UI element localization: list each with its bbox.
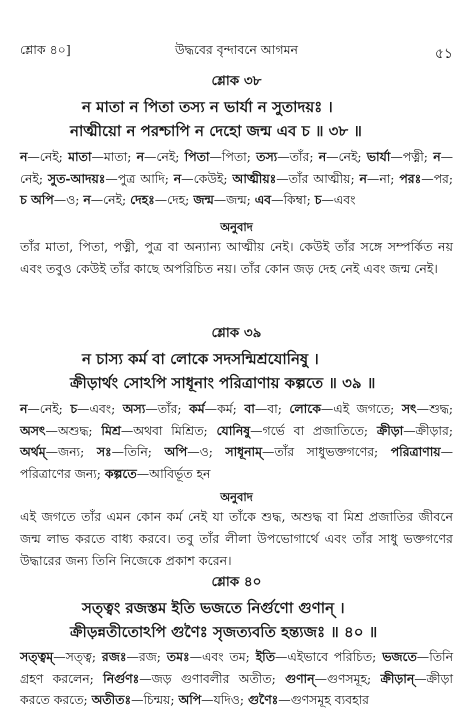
synonym-word: ন	[433, 149, 441, 164]
synonym-meaning: —পত্নী;	[390, 149, 434, 164]
synonym-word: ক্রীড়ান্	[380, 670, 415, 686]
synonym-meaning: —অশুদ্ধ;	[45, 422, 102, 438]
synonym-meaning: —জন্ম;	[213, 192, 255, 207]
synonym-meaning: —নেই;	[20, 149, 453, 186]
synonym-word: কল্পতে	[104, 465, 137, 481]
synonym-word: পরিত্রাণায়	[390, 444, 441, 459]
verse-line: ক্রীড়ার্থং সোঽপি সাধূনাং পরিত্রাণায় কল্পতে ॥ ৩৯ ॥	[70, 374, 376, 392]
synonyms	[20, 146, 453, 211]
translation: তাঁর মাতা, পিতা, পত্নী, পুত্র বা অন্যান্য আত্মীয় নেই। কেউই তাঁর সঙ্গে সম্পর্কিত নয় এবং তবুও কেউই তাঁর কাছে অপরিচিত নয়। তাঁর কোন জড় দেহ নেই এবং জন্ম নেই।	[20, 239, 453, 276]
synonym-word: সাধূনাম্	[225, 444, 262, 459]
synonyms	[20, 646, 453, 711]
synonym-meaning: —মাতা;	[91, 149, 137, 164]
synonym-meaning: —তাঁর আত্মীয়;	[276, 170, 360, 186]
synonym-meaning: —কিম্বা;	[271, 192, 315, 207]
synonym-meaning: —গর্ভে বা প্রজাতিতে;	[250, 422, 377, 438]
synonym-word: অস্য	[122, 401, 146, 416]
synonym-meaning: —নেই;	[27, 401, 71, 416]
verse-line: ন মাতা ন পিতা তস্য ন ভার্যা ন সুতাদয়ঃ ।	[82, 98, 333, 116]
verse-39	[20, 322, 453, 345]
verse-38-text	[20, 95, 453, 143]
synonym-meaning: —কেউই;	[181, 170, 233, 186]
synonym-word: অপি	[178, 692, 202, 707]
synonym-meaning: —ক্রীড়া করতে করতে;	[20, 670, 453, 707]
synonym-word: সত্ত্বম্	[20, 649, 54, 664]
synonym-word: ন	[83, 192, 91, 207]
verse-heading: শ্লোক ৪০	[211, 574, 262, 590]
synonym-meaning: —কর্ম;	[204, 401, 245, 416]
synonym-meaning: —দেহ;	[154, 192, 194, 207]
verse-line: নাত্মীয়ো ন পরশ্চাপি ন দেহো জন্ম এব চ ॥ ৩৮ ॥	[70, 122, 362, 140]
verse-heading: শ্লোক ৩৯	[211, 325, 262, 341]
header-chapter-title: উদ্ধবের বৃন্দাবনে আগমন	[175, 42, 298, 57]
synonym-meaning: —নেই;	[326, 149, 367, 164]
synonym-meaning: —এবং;	[77, 401, 123, 416]
verse-line: ক্রীড়ন্নতীতোঽপি গুণৈঃ সৃজত্যবতি হন্ত্যজঃ ॥ ৪০ ॥	[70, 623, 378, 641]
synonym-meaning: —যদিও;	[201, 692, 248, 707]
synonym-meaning: —ও;	[53, 192, 84, 207]
verse-40	[20, 571, 453, 594]
synonym-word: ক্রীড়া	[376, 422, 404, 438]
synonym-word: তস্য	[256, 149, 278, 164]
synonym-word: ন	[20, 149, 28, 164]
translation-heading: অনুবাদ	[220, 490, 253, 504]
synonym-meaning: —ক্রীড়ার;	[403, 422, 453, 438]
verse-line: ন চাস্য কর্ম বা লোকে সদসন্মিশ্রযোনিষু ।	[82, 350, 319, 368]
synonym-meaning: —বা;	[254, 401, 290, 416]
synonym-word: সৎ	[401, 401, 417, 416]
synonym-word: লোকে	[289, 401, 321, 416]
synonym-meaning: —গুণসমূহ ব্যবহার	[278, 692, 369, 707]
page-header	[20, 42, 453, 60]
synonym-meaning: —না;	[366, 170, 400, 186]
synonym-word: নির্গুণঃ	[103, 670, 140, 686]
synonym-meaning: —তাঁর সাধুভক্তগণের;	[262, 444, 391, 459]
header-page-number: ৫১	[434, 46, 453, 62]
synonym-word: মিশ্র	[101, 422, 121, 438]
translation-heading: অনুবাদ	[220, 220, 253, 234]
synonym-word: ন	[173, 170, 182, 186]
synonym-meaning: —এইভাবে পরিচিত;	[275, 649, 383, 664]
synonym-word: চ	[314, 192, 322, 207]
synonym-word: ন	[136, 149, 144, 164]
translation: এই জগতে তাঁর এমন কোন কর্ম নেই যা তাঁকে শুদ্ধ, অশুদ্ধ বা মিশ্র প্রজাতির জীবনে জন্ম লাভ করতে বাধ্য করবে। তবু তাঁর লীলা উপভোগার্থে এবং তাঁর সাধু ভক্তগণের উদ্ধারের জন্য তিনি নিজেকে প্রকাশ করেন।	[20, 509, 453, 568]
synonym-word: গুণৈঃ	[248, 692, 279, 707]
synonym-word: ইতি	[255, 649, 276, 664]
synonym-meaning: —গুণসমূহ;	[314, 670, 381, 686]
synonym-meaning: —তিনি গ্রহণ করলেন;	[20, 649, 453, 686]
synonym-word: ভার্যা	[366, 149, 391, 164]
synonym-meaning: —তাঁর;	[277, 149, 319, 164]
synonym-word: রজঃ	[101, 649, 127, 664]
synonym-word: পিতা	[184, 149, 210, 164]
synonym-meaning: —অথবা মিশ্রিত;	[120, 422, 217, 438]
synonym-meaning: —পরিত্রাণের জন্য;	[20, 444, 453, 481]
verse-40-text	[20, 596, 453, 644]
synonym-word: সুত-আদয়ঃ	[47, 170, 106, 186]
synonym-word: চ অপি	[20, 192, 54, 207]
synonym-word: ন	[359, 170, 367, 186]
synonym-meaning: —শুদ্ধ;	[416, 401, 453, 416]
synonym-word: ন	[318, 149, 327, 164]
synonym-word: সঃ	[96, 444, 112, 459]
synonym-word: ভজতে	[382, 649, 417, 664]
synonym-meaning: —এই জগতে;	[320, 401, 402, 416]
synonym-meaning: —তাঁর;	[145, 401, 190, 416]
synonym-word: অপি	[164, 444, 188, 459]
synonym-word: ন	[20, 401, 28, 416]
synonym-meaning: —আবির্ভূত হন	[136, 465, 211, 481]
synonym-word: অসৎ	[20, 422, 46, 438]
synonym-word: মাতা	[68, 149, 92, 164]
synonym-word: পরঃ	[399, 170, 422, 186]
synonym-word: আত্মীয়ঃ	[232, 170, 277, 186]
synonym-meaning: —রজ;	[126, 649, 167, 664]
synonym-word: অর্থম্	[20, 444, 46, 459]
synonym-word: কর্ম	[189, 401, 205, 416]
synonym-meaning: —চিন্ময়;	[131, 692, 179, 707]
synonym-meaning: —পর;	[421, 170, 453, 186]
synonym-meaning: —তিনি;	[111, 444, 165, 459]
verse-38	[20, 70, 453, 93]
synonym-word: দেহঃ	[130, 192, 155, 207]
synonym-word: যোনিষু	[216, 422, 251, 438]
synonym-meaning: —পুত্র আদি;	[105, 170, 174, 186]
synonym-word: গুণান্	[285, 670, 315, 686]
synonym-meaning: —এবং তম;	[189, 649, 256, 664]
verse-39-text	[20, 347, 453, 395]
header-verse-ref: শ্লোক ৪০]	[20, 42, 71, 57]
synonym-meaning: —সত্ত্ব;	[53, 649, 102, 664]
synonym-word: এব	[254, 192, 272, 207]
synonym-word: অতীতঃ	[91, 692, 132, 707]
synonym-word: তমঃ	[166, 649, 190, 664]
synonym-meaning: —নেই;	[90, 192, 131, 207]
synonyms	[20, 398, 453, 484]
synonym-meaning: —এবং	[321, 192, 356, 207]
synonym-meaning: —পিতা;	[209, 149, 257, 164]
synonym-word: চ	[70, 401, 78, 416]
synonym-meaning: —ও;	[187, 444, 226, 459]
synonym-meaning: —জড় গুণাবলীর অতীত;	[139, 670, 286, 686]
synonym-meaning: —নেই;	[27, 149, 69, 164]
synonym-word: জন্ম	[193, 192, 214, 207]
synonym-word: বা	[244, 401, 255, 416]
synonym-meaning: —জন্য;	[45, 444, 97, 459]
verse-line: সত্ত্বং রজস্তম ইতি ভজতে নির্গুণো গুণান্ ।	[82, 599, 345, 617]
verse-heading: শ্লোক ৩৮	[211, 73, 262, 89]
synonym-meaning: —নেই;	[144, 149, 185, 164]
